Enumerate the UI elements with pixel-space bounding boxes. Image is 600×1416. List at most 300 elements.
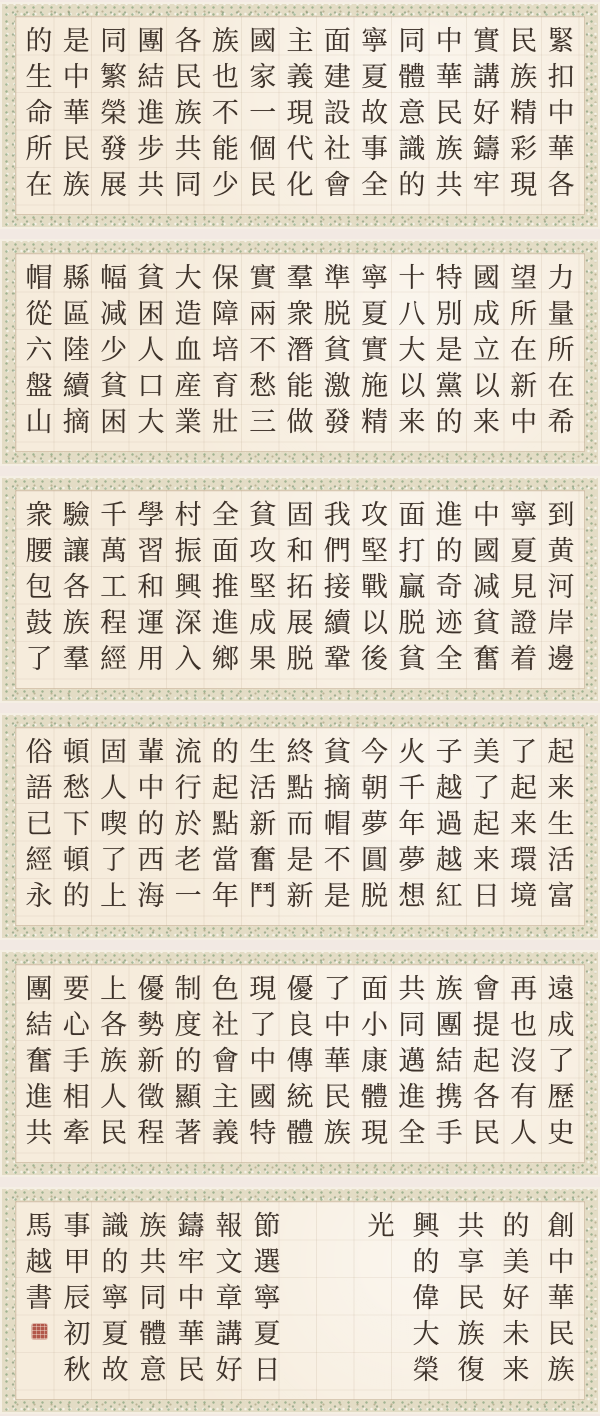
calligraphy-character: 村: [174, 500, 202, 531]
calligraphy-character: 攻: [249, 536, 277, 567]
calligraphy-character: 民: [174, 62, 202, 93]
calligraphy-panel-1: [0, 2, 600, 229]
calligraphy-character: 偉: [412, 1283, 440, 1314]
calligraphy-character: 興: [174, 572, 202, 603]
calligraphy-character: 特: [249, 1118, 277, 1149]
calligraphy-column: [97, 735, 131, 915]
calligraphy-character: 起: [547, 737, 575, 768]
calligraphy-character: 人: [100, 1082, 128, 1113]
calligraphy-column: [454, 1209, 488, 1389]
calligraphy-character: 生: [25, 62, 53, 93]
calligraphy-character: 國: [472, 263, 500, 294]
calligraphy-character: 中: [62, 62, 90, 93]
calligraphy-character: 人: [137, 335, 165, 366]
calligraphy-character: 辰: [63, 1283, 91, 1314]
calligraphy-character: 榮: [412, 1355, 440, 1386]
calligraphy-character: 族: [211, 26, 239, 57]
calligraphy-character: 業: [174, 407, 202, 438]
calligraphy-character: 習: [137, 536, 165, 567]
calligraphy-character: 中: [510, 407, 538, 438]
calligraphy-character: 大: [398, 335, 426, 366]
calligraphy-character: 上: [100, 881, 128, 912]
calligraphy-character: 歷: [547, 1082, 575, 1113]
calligraphy-character: 興: [412, 1211, 440, 1242]
calligraphy-character: 章: [215, 1283, 243, 1314]
calligraphy-character: 面: [398, 500, 426, 531]
calligraphy-character: 過: [435, 809, 463, 840]
calligraphy-column: [469, 24, 503, 204]
calligraphy-character: 中: [472, 500, 500, 531]
calligraphy-character: 奮: [249, 845, 277, 876]
panel-paper: [15, 490, 585, 689]
calligraphy-character: 講: [215, 1319, 243, 1350]
calligraphy-character: 的: [398, 170, 426, 201]
calligraphy-character: 展: [286, 608, 314, 639]
calligraphy-character: 好: [502, 1283, 530, 1314]
calligraphy-column: [22, 498, 56, 678]
calligraphy-column: [97, 972, 131, 1152]
calligraphy-character: 優: [137, 974, 165, 1005]
calligraphy-character: 主: [211, 1082, 239, 1113]
calligraphy-character: 是: [323, 881, 351, 912]
calligraphy-character: 鄉: [211, 644, 239, 675]
calligraphy-character: 復: [457, 1355, 485, 1386]
calligraphy-character: 寧: [101, 1283, 129, 1314]
calligraphy-character: 老: [174, 845, 202, 876]
calligraphy-character: 了: [472, 773, 500, 804]
calligraphy-character: 義: [286, 62, 314, 93]
calligraphy-character: 羣: [286, 263, 314, 294]
calligraphy-character: 和: [286, 536, 314, 567]
calligraphy-character: 各: [174, 26, 202, 57]
calligraphy-character: 全: [398, 1118, 426, 1149]
calligraphy-character: 進: [398, 1082, 426, 1113]
calligraphy-character: 鬥: [249, 881, 277, 912]
calligraphy-character: 設: [323, 98, 351, 129]
calligraphy-character: 脱: [286, 644, 314, 675]
calligraphy-column: [507, 498, 541, 678]
calligraphy-character: 来: [510, 809, 538, 840]
calligraphy-character: 各: [547, 170, 575, 201]
calligraphy-character: 了: [249, 1010, 277, 1041]
calligraphy-character: 的: [435, 407, 463, 438]
calligraphy-column: [59, 972, 93, 1152]
calligraphy-character: 面: [361, 974, 389, 1005]
calligraphy-column: [283, 24, 317, 204]
calligraphy-character: 衆: [25, 500, 53, 531]
calligraphy-character: 現: [361, 1118, 389, 1149]
calligraphy-character: 體: [286, 1118, 314, 1149]
calligraphy-character: 緊: [547, 26, 575, 57]
calligraphy-column: [208, 498, 242, 678]
calligraphy-character: 果: [249, 644, 277, 675]
calligraphy-character: 振: [174, 536, 202, 567]
calligraphy-column: [134, 972, 168, 1152]
calligraphy-column: [358, 24, 392, 204]
calligraphy-column: [395, 498, 429, 678]
calligraphy-character: 接: [323, 572, 351, 603]
calligraphy-panel-5: [0, 950, 600, 1177]
calligraphy-panel-3: [0, 476, 600, 703]
calligraphy-character: 八: [398, 299, 426, 330]
calligraphy-character: 好: [472, 98, 500, 129]
calligraphy-column: [59, 261, 93, 441]
calligraphy-character: 同: [100, 26, 128, 57]
calligraphy-character: 的: [174, 1046, 202, 1077]
calligraphy-column: [544, 735, 578, 915]
calligraphy-character: 史: [547, 1118, 575, 1149]
calligraphy-character: 族: [62, 170, 90, 201]
calligraphy-column: [283, 261, 317, 441]
text-columns: [22, 498, 578, 678]
calligraphy-character: 馬: [25, 1211, 53, 1242]
calligraphy-character: 代: [286, 134, 314, 165]
calligraphy-column: [395, 735, 429, 915]
calligraphy-character: 包: [25, 572, 53, 603]
artist-seal-stamp: [32, 1324, 47, 1339]
calligraphy-character: 義: [211, 1118, 239, 1149]
calligraphy-character: 兩: [249, 299, 277, 330]
calligraphy-column: [544, 261, 578, 441]
calligraphy-character: 新: [286, 881, 314, 912]
calligraphy-character: 各: [472, 1082, 500, 1113]
calligraphy-character: 越: [435, 845, 463, 876]
calligraphy-column: [544, 498, 578, 678]
calligraphy-character: 夏: [361, 62, 389, 93]
calligraphy-character: 有: [510, 1082, 538, 1113]
calligraphy-character: 享: [457, 1247, 485, 1278]
calligraphy-character: 優: [286, 974, 314, 1005]
calligraphy-character: 民: [472, 1118, 500, 1149]
calligraphy-character: 子: [435, 737, 463, 768]
calligraphy-character: 中: [547, 98, 575, 129]
calligraphy-character: 化: [286, 170, 314, 201]
calligraphy-character: 特: [435, 263, 463, 294]
calligraphy-character: 貧: [249, 500, 277, 531]
calligraphy-character: 起: [472, 809, 500, 840]
calligraphy-character: 奮: [472, 644, 500, 675]
calligraphy-column: [208, 24, 242, 204]
text-columns-final: [364, 1209, 578, 1389]
calligraphy-character: 扣: [547, 62, 575, 93]
calligraphy-character: 中: [435, 26, 463, 57]
calligraphy-character: 國: [249, 26, 277, 57]
calligraphy-character: 在: [25, 170, 53, 201]
calligraphy-character: 流: [174, 737, 202, 768]
calligraphy-column: [432, 498, 466, 678]
calligraphy-character: 會: [211, 1046, 239, 1077]
calligraphy-character: 减: [472, 572, 500, 603]
calligraphy-character: 能: [211, 134, 239, 165]
calligraphy-column: [432, 972, 466, 1152]
calligraphy-character: 結: [25, 1010, 53, 1041]
calligraphy-character: 岸: [547, 608, 575, 639]
calligraphy-character: 貧: [398, 644, 426, 675]
calligraphy-character: 體: [398, 62, 426, 93]
panel-paper: [15, 727, 585, 926]
calligraphy-character: 秋: [63, 1355, 91, 1386]
calligraphy-character: 做: [286, 407, 314, 438]
calligraphy-character: 保: [211, 263, 239, 294]
calligraphy-character: 了: [25, 644, 53, 675]
calligraphy-character: 民: [547, 1319, 575, 1350]
calligraphy-character: 大: [174, 263, 202, 294]
calligraphy-character: 所: [25, 134, 53, 165]
calligraphy-character: 的: [137, 809, 165, 840]
calligraphy-character: 陸: [62, 335, 90, 366]
calligraphy-character: 著: [174, 1118, 202, 1149]
calligraphy-character: 大: [137, 407, 165, 438]
calligraphy-character: 摘: [62, 407, 90, 438]
calligraphy-character: 羣: [62, 644, 90, 675]
calligraphy-character: 大: [412, 1319, 440, 1350]
calligraphy-character: 全: [211, 500, 239, 531]
calligraphy-character: 幅: [100, 263, 128, 294]
calligraphy-character: 選: [253, 1247, 281, 1278]
calligraphy-character: 頓: [62, 737, 90, 768]
calligraphy-character: 激: [323, 371, 351, 402]
calligraphy-character: 想: [398, 881, 426, 912]
calligraphy-character: 今: [361, 737, 389, 768]
calligraphy-character: 邁: [398, 1046, 426, 1077]
calligraphy-character: 學: [137, 500, 165, 531]
calligraphy-character: 减: [100, 299, 128, 330]
calligraphy-character: 也: [211, 62, 239, 93]
calligraphy-character: 面: [323, 26, 351, 57]
calligraphy-character: 各: [62, 572, 90, 603]
calligraphy-character: 愁: [249, 371, 277, 402]
calligraphy-character: 少: [211, 170, 239, 201]
calligraphy-character: 我: [323, 500, 351, 531]
calligraphy-character: 三: [249, 407, 277, 438]
calligraphy-character: 彩: [510, 134, 538, 165]
calligraphy-character: 進: [25, 1082, 53, 1113]
calligraphy-character: 頓: [62, 845, 90, 876]
calligraphy-column: [208, 735, 242, 915]
calligraphy-character: 能: [286, 371, 314, 402]
calligraphy-character: 永: [25, 881, 53, 912]
calligraphy-character: 起: [472, 1046, 500, 1077]
calligraphy-character: 創: [547, 1211, 575, 1242]
calligraphy-character: 共: [137, 170, 165, 201]
calligraphy-character: 民: [435, 98, 463, 129]
calligraphy-column: [432, 24, 466, 204]
calligraphy-character: 紅: [435, 881, 463, 912]
calligraphy-character: 實: [472, 26, 500, 57]
calligraphy-column: [246, 735, 280, 915]
calligraphy-character: 日: [253, 1355, 281, 1386]
calligraphy-character: 報: [215, 1211, 243, 1242]
calligraphy-character: 奇: [435, 572, 463, 603]
calligraphy-character: 手: [62, 1046, 90, 1077]
calligraphy-character: 族: [62, 608, 90, 639]
calligraphy-column: [432, 735, 466, 915]
calligraphy-character: 準: [323, 263, 351, 294]
calligraphy-character: 所: [510, 299, 538, 330]
calligraphy-character: 来: [398, 407, 426, 438]
calligraphy-character: 展: [100, 170, 128, 201]
calligraphy-column: [60, 1209, 94, 1389]
calligraphy-character: 産: [174, 371, 202, 402]
calligraphy-column: [507, 735, 541, 915]
calligraphy-character: 困: [137, 299, 165, 330]
calligraphy-column: [59, 24, 93, 204]
calligraphy-character: 堅: [361, 536, 389, 567]
calligraphy-column: [22, 735, 56, 915]
calligraphy-character: 族: [547, 1355, 575, 1386]
calligraphy-character: 縣: [62, 263, 90, 294]
calligraphy-character: 萬: [100, 536, 128, 567]
calligraphy-column: [469, 261, 503, 441]
calligraphy-column: [395, 261, 429, 441]
calligraphy-character: 障: [211, 299, 239, 330]
calligraphy-character: 遠: [547, 974, 575, 1005]
calligraphy-character: 拓: [286, 572, 314, 603]
text-columns: [22, 261, 578, 441]
calligraphy-character: 十: [398, 263, 426, 294]
calligraphy-character: 帽: [25, 263, 53, 294]
calligraphy-character: 團: [25, 974, 53, 1005]
calligraphy-character: 區: [62, 299, 90, 330]
calligraphy-character: 手: [435, 1118, 463, 1149]
calligraphy-column: [409, 1209, 443, 1389]
calligraphy-column: [246, 24, 280, 204]
calligraphy-column: [208, 972, 242, 1152]
calligraphy-character: 美: [502, 1247, 530, 1278]
calligraphy-character: 鑄: [177, 1211, 205, 1242]
calligraphy-character: 寧: [253, 1283, 281, 1314]
calligraphy-character: 了: [510, 737, 538, 768]
calligraphy-character: 國: [249, 1082, 277, 1113]
calligraphy-character: 同: [398, 26, 426, 57]
calligraphy-character: 奮: [25, 1046, 53, 1077]
calligraphy-panel-6: [0, 1187, 600, 1414]
calligraphy-character: 書: [25, 1283, 53, 1314]
calligraphy-column: [358, 261, 392, 441]
calligraphy-character: 鞏: [323, 644, 351, 675]
calligraphy-character: 見: [510, 572, 538, 603]
calligraphy-column: [320, 24, 354, 204]
calligraphy-character: 施: [361, 371, 389, 402]
calligraphy-character: 潛: [286, 335, 314, 366]
calligraphy-character: 心: [62, 1010, 90, 1041]
calligraphy-column: [174, 1209, 208, 1389]
calligraphy-character: 新: [137, 1046, 165, 1077]
calligraphy-character: 新: [510, 371, 538, 402]
calligraphy-character: 族: [139, 1211, 167, 1242]
calligraphy-character: 入: [174, 644, 202, 675]
calligraphy-character: 個: [249, 134, 277, 165]
calligraphy-character: 中: [177, 1283, 205, 1314]
calligraphy-character: 困: [100, 407, 128, 438]
calligraphy-character: 族: [323, 1118, 351, 1149]
calligraphy-character: 再: [510, 974, 538, 1005]
calligraphy-character: 民: [323, 1082, 351, 1113]
calligraphy-character: 上: [100, 974, 128, 1005]
calligraphy-character: 識: [101, 1211, 129, 1242]
calligraphy-character: 寧: [510, 500, 538, 531]
calligraphy-character: 制: [174, 974, 202, 1005]
calligraphy-character: 起: [211, 773, 239, 804]
calligraphy-character: 傳: [286, 1046, 314, 1077]
calligraphy-column: [134, 498, 168, 678]
calligraphy-character: 提: [472, 1010, 500, 1041]
calligraphy-character: 節: [253, 1211, 281, 1242]
calligraphy-character: 力: [547, 263, 575, 294]
calligraphy-character: 光: [367, 1211, 395, 1242]
calligraphy-character: 来: [472, 407, 500, 438]
calligraphy-character: 貧: [472, 608, 500, 639]
calligraphy-column: [469, 735, 503, 915]
calligraphy-character: 當: [211, 845, 239, 876]
calligraphy-character: 是: [62, 26, 90, 57]
calligraphy-character: 族: [174, 98, 202, 129]
calligraphy-character: 共: [174, 134, 202, 165]
calligraphy-character: 民: [100, 1118, 128, 1149]
calligraphy-character: 迹: [435, 608, 463, 639]
calligraphy-character: 牢: [472, 170, 500, 201]
calligraphy-column: [98, 1209, 132, 1389]
calligraphy-column: [97, 498, 131, 678]
calligraphy-character: 攻: [361, 500, 389, 531]
calligraphy-character: 點: [211, 809, 239, 840]
calligraphy-character: 火: [398, 737, 426, 768]
calligraphy-character: 共: [457, 1211, 485, 1242]
calligraphy-character: 意: [398, 98, 426, 129]
calligraphy-character: 携: [435, 1082, 463, 1113]
calligraphy-character: 培: [211, 335, 239, 366]
calligraphy-character: 華: [435, 62, 463, 93]
calligraphy-character: 社: [323, 134, 351, 165]
calligraphy-column: [395, 972, 429, 1152]
calligraphy-character: 口: [137, 371, 165, 402]
calligraphy-character: 的: [101, 1247, 129, 1278]
calligraphy-character: 同: [139, 1283, 167, 1314]
calligraphy-column: [395, 24, 429, 204]
calligraphy-character: 固: [286, 500, 314, 531]
calligraphy-character: 中: [547, 1247, 575, 1278]
calligraphy-column: [544, 972, 578, 1152]
calligraphy-character: 活: [249, 773, 277, 804]
calligraphy-character: 繁: [100, 62, 128, 93]
calligraphy-character: 六: [25, 335, 53, 366]
calligraphy-character: 黄: [547, 536, 575, 567]
calligraphy-character: 貧: [323, 335, 351, 366]
calligraphy-character: 於: [174, 809, 202, 840]
calligraphy-character: 民: [510, 26, 538, 57]
calligraphy-character: 經: [25, 845, 53, 876]
calligraphy-character: 現: [249, 974, 277, 1005]
calligraphy-character: 別: [435, 299, 463, 330]
calligraphy-character: 華: [177, 1319, 205, 1350]
calligraphy-column: [364, 1209, 398, 1389]
calligraphy-character: 程: [137, 1118, 165, 1149]
calligraphy-character: 國: [472, 536, 500, 567]
calligraphy-character: 點: [286, 773, 314, 804]
calligraphy-character: 摘: [323, 773, 351, 804]
calligraphy-character: 夢: [361, 809, 389, 840]
calligraphy-character: 行: [174, 773, 202, 804]
calligraphy-character: 實: [249, 263, 277, 294]
calligraphy-column: [507, 261, 541, 441]
calligraphy-character: 族: [457, 1319, 485, 1350]
calligraphy-column: [246, 972, 280, 1152]
calligraphy-character: 華: [547, 134, 575, 165]
calligraphy-character: 新: [249, 809, 277, 840]
calligraphy-character: 生: [249, 737, 277, 768]
calligraphy-column: [171, 735, 205, 915]
calligraphy-character: 貧: [323, 737, 351, 768]
